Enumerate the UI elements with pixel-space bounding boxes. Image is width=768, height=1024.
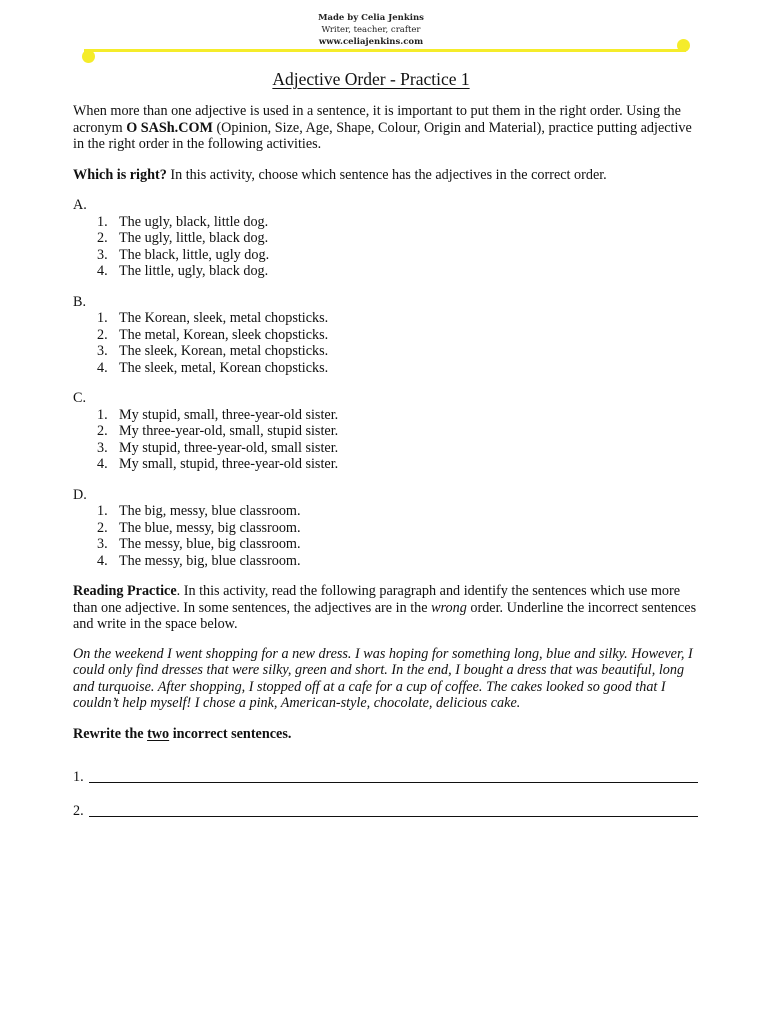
reading-practice-instructions bbox=[73, 583, 698, 633]
option-text: The Korean, sleek, metal chopsticks. bbox=[119, 310, 329, 326]
rewrite-before: Rewrite the bbox=[73, 725, 148, 742]
rewrite-emphasis: two bbox=[147, 725, 170, 742]
question-group bbox=[73, 390, 698, 473]
highlight-dot-left bbox=[82, 50, 95, 63]
option-item bbox=[73, 360, 698, 377]
answer-lines bbox=[73, 768, 698, 819]
intro-paragraph bbox=[73, 103, 698, 153]
option-text: The messy, blue, big classroom. bbox=[119, 536, 301, 552]
author-credit bbox=[0, 12, 742, 48]
group-letter: A. bbox=[73, 197, 87, 213]
option-list bbox=[73, 503, 698, 569]
group-letter: D. bbox=[73, 486, 87, 503]
option-item bbox=[73, 456, 698, 473]
intro-text-before: When more than one adjective is used in a sentence, it is important to put them in the right order. Using the acronym bbox=[73, 103, 681, 136]
option-text: The big, messy, blue classroom. bbox=[119, 503, 301, 519]
worksheet-body bbox=[73, 103, 698, 836]
option-number: 4. bbox=[97, 456, 108, 472]
reading-emphasis: wrong bbox=[431, 599, 467, 616]
answer-blank[interactable] bbox=[89, 804, 698, 817]
option-number: 3. bbox=[97, 536, 108, 552]
option-item bbox=[73, 230, 698, 247]
option-text: My three-year-old, small, stupid sister. bbox=[119, 423, 339, 439]
activity1-prompt bbox=[73, 167, 698, 184]
answer-line-number: 1. bbox=[73, 768, 84, 785]
activity1-label: Which is right? bbox=[73, 166, 167, 183]
group-letter: C. bbox=[73, 390, 87, 406]
option-text: My small, stupid, three-year-old sister. bbox=[119, 456, 339, 472]
option-number: 2. bbox=[97, 423, 108, 439]
answer-line[interactable] bbox=[73, 802, 698, 819]
option-item bbox=[73, 247, 698, 264]
reading-text-before: . In this activity, read the following paragraph and identify the sentences which use more than one adjective. In some sentences, the adjectives are in the bbox=[73, 583, 680, 616]
option-number: 4. bbox=[97, 552, 108, 569]
credit-line-1: Made by Celia Jenkins bbox=[318, 13, 424, 23]
option-text: The sleek, metal, Korean chopsticks. bbox=[119, 359, 329, 376]
reading-label: Reading Practice bbox=[73, 583, 177, 599]
rewrite-after: incorrect sentences. bbox=[169, 725, 292, 742]
group-letter: B. bbox=[73, 293, 87, 310]
highlight-divider bbox=[84, 49, 686, 52]
reading-paragraph: On the weekend I went shopping for a new dress. I was hoping for something long, blue and silky. However, I could only find dresses that were silky, green and short. In the end, I bought a dress that was beautiful, long and turquoise. After shopping, I stopped off at a cafe for a cup of coffee. The cakes looked so good that I couldn’t help myself! I chose a pink, American-style, chocolate, delicious cake. bbox=[73, 645, 693, 711]
credit-line-2: Writer, teacher, crafter bbox=[321, 25, 421, 35]
credit-line-3: www.celiajenkins.com bbox=[318, 37, 424, 47]
option-item bbox=[73, 536, 698, 553]
page-title: Adjective Order - Practice 1 bbox=[272, 69, 470, 89]
question-group bbox=[73, 294, 698, 377]
option-text: The messy, big, blue classroom. bbox=[119, 552, 301, 569]
option-list bbox=[73, 214, 698, 280]
option-number: 1. bbox=[97, 310, 108, 326]
option-number: 2. bbox=[97, 326, 108, 343]
reading-text-after: order. Underline the incorrect sentences and write in the space below. bbox=[73, 599, 697, 632]
option-number: 4. bbox=[97, 359, 108, 376]
option-item bbox=[73, 423, 698, 440]
option-text: The ugly, black, little dog. bbox=[119, 213, 269, 230]
answer-blank[interactable] bbox=[89, 770, 698, 783]
option-text: The blue, messy, big classroom. bbox=[119, 519, 301, 536]
option-number: 2. bbox=[97, 230, 108, 246]
option-item bbox=[73, 310, 698, 327]
question-group bbox=[73, 487, 698, 570]
option-number: 2. bbox=[97, 519, 108, 536]
highlight-dot-right bbox=[677, 39, 690, 52]
option-text: The black, little, ugly dog. bbox=[119, 246, 270, 263]
option-number: 3. bbox=[97, 343, 108, 359]
option-item bbox=[73, 327, 698, 344]
activity1-instruction: In this activity, choose which sentence has the adjectives in the correct order. bbox=[166, 166, 607, 183]
option-text: My stupid, small, three-year-old sister. bbox=[119, 406, 339, 423]
option-text: The metal, Korean, sleek chopsticks. bbox=[119, 326, 329, 343]
option-item bbox=[73, 407, 698, 424]
intro-acronym: O SASh.COM bbox=[126, 119, 213, 136]
option-item bbox=[73, 440, 698, 457]
option-text: My stupid, three-year-old, small sister. bbox=[119, 439, 339, 456]
option-list bbox=[73, 407, 698, 473]
option-item bbox=[73, 263, 698, 280]
option-number: 3. bbox=[97, 439, 108, 456]
option-item bbox=[73, 520, 698, 537]
option-number: 1. bbox=[97, 503, 108, 519]
answer-line-number: 2. bbox=[73, 802, 84, 819]
option-text: The little, ugly, black dog. bbox=[119, 263, 269, 279]
option-number: 3. bbox=[97, 246, 108, 263]
option-number: 1. bbox=[97, 213, 108, 230]
answer-line[interactable] bbox=[73, 768, 698, 785]
option-number: 4. bbox=[97, 263, 108, 279]
question-group bbox=[73, 197, 698, 280]
rewrite-prompt bbox=[73, 726, 698, 743]
option-item bbox=[73, 503, 698, 520]
question-groups bbox=[73, 197, 698, 569]
option-item bbox=[73, 343, 698, 360]
intro-text-after: (Opinion, Size, Age, Shape, Colour, Origin and Material), practice putting adjective in the right order in the following activities. bbox=[73, 119, 692, 152]
option-text: The ugly, little, black dog. bbox=[119, 230, 269, 246]
option-item bbox=[73, 553, 698, 570]
option-number: 1. bbox=[97, 406, 108, 423]
option-text: The sleek, Korean, metal chopsticks. bbox=[119, 343, 329, 359]
option-item bbox=[73, 214, 698, 231]
option-list bbox=[73, 310, 698, 376]
